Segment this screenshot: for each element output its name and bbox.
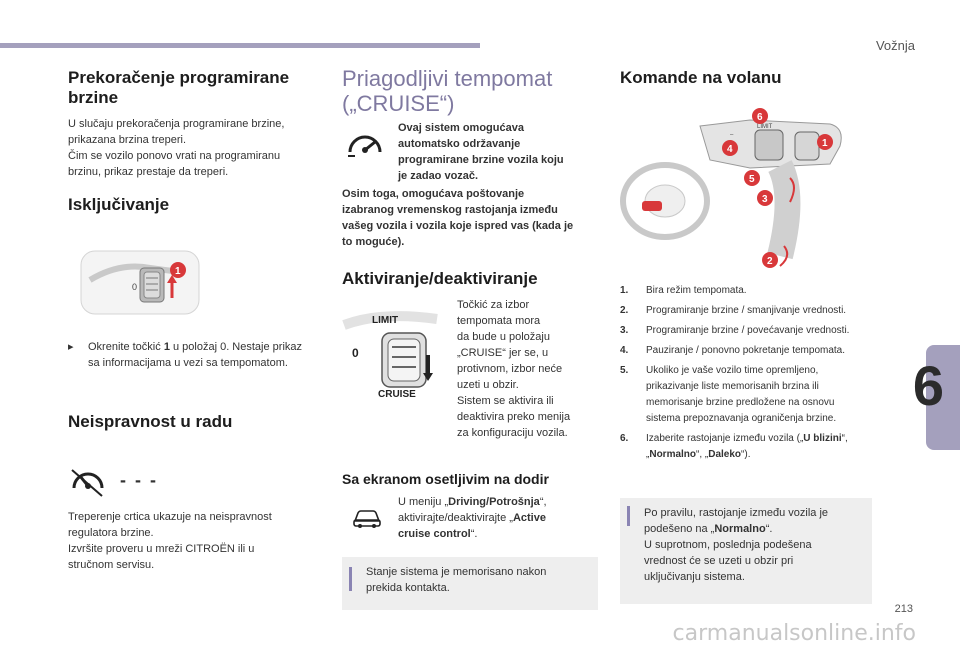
touch-text: U meniju „ — [398, 496, 449, 508]
callout-1 — [817, 134, 833, 150]
also-line: to moguće). — [342, 236, 405, 248]
svg-text:2: 2 — [767, 256, 773, 267]
touch-text: “, — [539, 496, 547, 508]
watermark: carmanualsonline.info — [672, 621, 916, 646]
also-line: Osim toga, omogućava poštovanje — [342, 188, 525, 200]
menu-name: Driving/Potrošnja — [448, 496, 540, 508]
activation-line: „CRUISE“ jer se, u — [457, 347, 549, 359]
zero-label: 0 — [352, 346, 359, 360]
fault-title: Neispravnost u radu — [68, 412, 233, 431]
callout-4 — [722, 140, 738, 156]
intro-line: je zadao vozač. — [398, 170, 479, 182]
fault-line: regulatora brzine. — [68, 527, 154, 539]
activation-line: da bude u položaju — [457, 331, 550, 343]
list-item: 3. Programiranje brzine / povećavanje vrednosti. — [620, 325, 850, 336]
exceed-line: U slučaju prekoračenja programirane brzine, — [68, 118, 285, 130]
blinking-dashes: - - - — [120, 470, 158, 490]
intro-line: programirane brzine vozila koju — [398, 154, 564, 166]
limit-cruise-wheel-illustration — [342, 305, 442, 405]
list-item: 2. Programiranje brzine / smanjivanje vrednosti. — [620, 305, 847, 316]
option-name: cruise control — [398, 528, 471, 540]
limit-label: LIMIT — [372, 315, 399, 326]
also-line: vašeg vozila i vozila koje ispred vas (kada je — [342, 220, 574, 232]
car-icon — [352, 507, 382, 529]
info-marker — [349, 567, 352, 591]
touchscreen-title: Sa ekranom osetljivim na dodir — [342, 471, 549, 487]
limit-mini-label: LIMIT — [757, 124, 773, 130]
callout-3 — [757, 190, 773, 206]
off-instruction — [68, 339, 328, 371]
touch-text: “. — [470, 528, 478, 540]
bullet-icon: ▸ — [68, 341, 74, 353]
touchscreen-text — [398, 494, 598, 542]
svg-text:4: 4 — [727, 144, 733, 155]
rule-line: U suprotnom, poslednja podešena — [644, 539, 812, 551]
default-distance: Normalno — [714, 523, 766, 535]
controls-title: Komande na volanu — [620, 68, 782, 87]
touch-text: aktivirajte/deaktivirajte „ — [398, 512, 513, 524]
also-line: izabranog vremenskog rastojanja između — [342, 204, 558, 216]
exceed-title: Prekoračenje programirane brzine — [68, 68, 290, 107]
svg-text:1: 1 — [175, 266, 181, 277]
memo-line: prekida kontakta. — [366, 582, 450, 594]
cruise-title-line: („CRUISE“) — [342, 91, 455, 116]
list-item: 1. Bira režim tempomata. — [620, 285, 747, 296]
option-name: Active — [512, 512, 546, 524]
cruise-title — [342, 66, 602, 116]
fault-line: Izvršite proveru u mreži CITROËN ili u — [68, 543, 255, 555]
svg-text:5: 5 — [749, 174, 755, 185]
fault-text — [68, 509, 328, 573]
svg-text:0: 0 — [132, 282, 138, 292]
fault-indicator — [68, 462, 188, 502]
list-item: 5. Ukoliko je vaše vozilo time opremljeno, prikazivanje liste memorisanih brzina ili memorisanje brzine predložene na osnovu sistema prepoznavanja ograničenja brzine. — [620, 365, 837, 424]
list-item: 6. Izaberite rastojanje između vozila („U blizini“, „Normalno“, „Daleko“). — [620, 433, 848, 460]
activation-title: Aktiviranje/deaktiviranje — [342, 269, 538, 288]
rule-line: Po pravilu, rastojanje između vozila je — [644, 507, 829, 519]
rule-line: uključivanju sistema. — [644, 571, 745, 583]
activation-line: Točkić za izbor — [457, 299, 530, 311]
svg-text:6: 6 — [757, 112, 763, 123]
off-title: Isključivanje — [68, 195, 170, 214]
activation-line: Sistem se aktivira ili — [457, 395, 554, 407]
exceed-line: Čim se vozilo ponovo vrati na programiranu — [68, 150, 281, 162]
svg-text:1: 1 — [822, 138, 828, 149]
exceed-line: brzinu, prikaz prestaje da treperi. — [68, 166, 229, 178]
fault-line: Treperenje crtica ukazuje na neispravnost — [68, 511, 272, 523]
wheel-number: 1 — [163, 341, 170, 353]
activation-text — [457, 297, 597, 441]
cruise-also — [342, 186, 602, 250]
intro-line: automatsko održavanje — [398, 138, 521, 150]
steering-controls-illustration — [620, 106, 882, 276]
svg-text:‒: ‒ — [730, 132, 734, 138]
callout-2 — [762, 252, 778, 268]
callout-6 — [752, 108, 768, 124]
cruise-label: CRUISE — [378, 389, 416, 400]
chapter-number: 6 — [912, 354, 944, 417]
memo-infobox — [342, 557, 598, 610]
memo-line: Stanje sistema je memorisano nakon — [366, 566, 547, 578]
exceed-text — [68, 116, 328, 180]
exceed-section — [68, 68, 328, 108]
off-text: u položaj 0. Nestaje prikaz — [169, 341, 303, 353]
off-text: sa informacijama u vezi sa tempomatom. — [88, 357, 288, 369]
section-label: Vožnja — [875, 38, 915, 53]
activation-line: za konfiguraciju vozila. — [457, 427, 568, 439]
activation-line: deaktivira preko menija — [457, 411, 571, 423]
fault-line: stručnom servisu. — [68, 559, 155, 571]
cruise-title-line: Priagodljivi tempomat — [342, 66, 553, 91]
list-item: 4. Pauziranje / ponovno pokretanje tempomata. — [620, 345, 846, 356]
speedometer-icon — [68, 462, 108, 502]
activation-line: protivnom, izbor neće — [457, 363, 563, 375]
callout-5 — [744, 170, 760, 186]
steering-stalk-illustration — [80, 250, 200, 315]
off-text: Okrenite točkić — [88, 341, 164, 353]
rule-line: vrednost će se uzeti u obzir pri — [644, 555, 794, 567]
activation-line: uzeti u obzir. — [457, 379, 519, 391]
intro-line: Ovaj sistem omogućava — [398, 122, 524, 134]
cruise-intro — [398, 120, 598, 184]
cruise-speedometer-icon — [345, 126, 385, 164]
exceed-line: prikazana brzina treperi. — [68, 134, 187, 146]
info-marker — [627, 506, 630, 526]
distance-infobox: Po pravilu, rastojanje između vozila je podešeno na „Normalno“. U suprotnom, poslednja podešena vrednost će se uzeti u obzir pri uključivanju sistema. — [620, 498, 872, 604]
header-bar — [0, 43, 480, 48]
page-number: 213 — [894, 603, 913, 615]
activation-line: tempomata mora — [457, 315, 541, 327]
svg-text:3: 3 — [762, 194, 768, 205]
controls-list — [620, 283, 882, 463]
